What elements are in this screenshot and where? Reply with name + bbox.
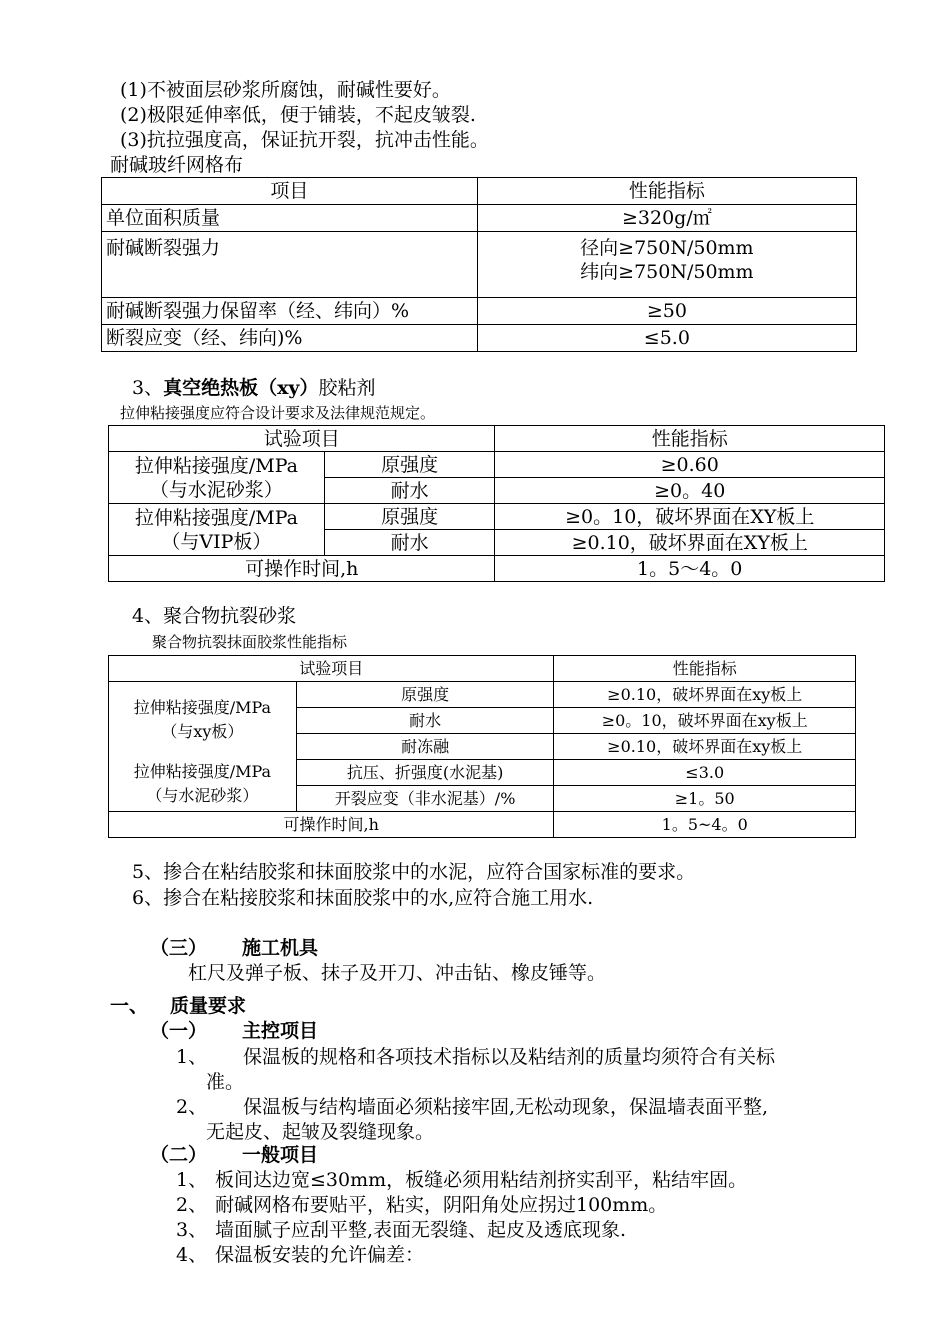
group-line-2: （与水泥砂浆） <box>149 478 283 501</box>
table-cell: ≥0。10，破坏界面在xy板上 <box>554 708 856 734</box>
intro-line-2: (2)极限延伸率低，便于铺装，不起皮皱裂. <box>120 104 476 126</box>
perf-radial: 径向≥750N/50mm <box>580 237 754 259</box>
general-item-4-text: 保温板安装的允许偏差： <box>215 1244 425 1266</box>
table-cell: 耐水 <box>296 708 554 734</box>
section-3-title-rest: 胶粘剂 <box>318 377 376 399</box>
table-cell: ≥0.10，破坏界面在XY板上 <box>495 530 885 556</box>
table-cell: 可操作时间,h <box>109 556 495 582</box>
group-cell <box>109 682 297 760</box>
group-line-2: （与水泥砂浆） <box>146 785 259 805</box>
group-line-1: 拉伸粘接强度/MPa <box>134 506 298 529</box>
main-item-1-line-1: 保温板的规格和各项技术指标以及粘结剂的质量均须符合有关标 <box>243 1046 776 1068</box>
main-item-1-num: 1、 <box>176 1046 208 1068</box>
table-cell: ≥1。50 <box>554 786 856 812</box>
section-3-note: 拉伸粘接强度应符合设计要求及法律规范规定。 <box>120 404 436 422</box>
table-cell: 原强度 <box>296 682 554 708</box>
table-cell <box>477 232 856 298</box>
main-item-2-num: 2、 <box>176 1096 208 1118</box>
group-line-1: 拉伸粘接强度/MPa <box>133 761 272 781</box>
intro-line-3: (3)抗拉强度高，保证抗开裂，抗冲击性能。 <box>120 129 489 151</box>
table-header-perf: 性能指标 <box>495 426 885 452</box>
intro-line-1: (1)不被面层砂浆所腐蚀，耐碱性要好。 <box>120 79 451 101</box>
mortar-table <box>108 655 856 838</box>
adhesive-table <box>108 425 885 582</box>
section-4-heading: 4、聚合物抗裂砂浆 <box>132 605 297 627</box>
tools-label: （三） <box>150 937 208 959</box>
group-cell <box>109 452 325 504</box>
table-cell: ≥0.10，破坏界面在xy板上 <box>554 734 856 760</box>
general-item-3-num: 3、 <box>176 1219 208 1241</box>
main-items-title: 主控项目 <box>242 1020 319 1042</box>
table-cell: ≥50 <box>477 298 856 325</box>
group-line-1: 拉伸粘接强度/MPa <box>134 454 298 477</box>
item-5: 5、掺合在粘结胶浆和抹面胶浆中的水泥，应符合国家标准的要求。 <box>132 861 696 883</box>
general-item-2-text: 耐碱网格布要贴平，粘实，阴阳角处应拐过100mm。 <box>215 1194 668 1216</box>
group-cell <box>109 760 297 812</box>
table-header-perf: 性能指标 <box>554 656 856 682</box>
table-cell: 耐碱断裂强力 <box>102 232 478 298</box>
section-3-num: 3、 <box>132 377 164 399</box>
table-cell: ≥0。10，破坏界面在XY板上 <box>495 504 885 530</box>
table-cell: 耐水 <box>324 530 495 556</box>
mesh-spec-table <box>101 177 857 352</box>
item-6: 6、掺合在粘接胶浆和抹面胶浆中的水,应符合施工用水. <box>132 887 594 909</box>
table-cell: 单位面积质量 <box>102 205 478 232</box>
table-header-item: 试验项目 <box>109 426 495 452</box>
general-item-2-num: 2、 <box>176 1194 208 1216</box>
table-header-item: 项目 <box>102 178 478 205</box>
table-cell: ≥320g/㎡ <box>477 205 856 232</box>
table-cell: ≥0。40 <box>495 478 885 504</box>
table-cell: 耐碱断裂强力保留率（经、纬向）% <box>102 298 478 325</box>
table-cell: ≥0.10，破坏界面在xy板上 <box>554 682 856 708</box>
table-cell: 原强度 <box>324 504 495 530</box>
main-item-1-line-2: 准。 <box>206 1071 245 1093</box>
table-cell: 原强度 <box>324 452 495 478</box>
table-cell: 1。5~4。0 <box>554 812 856 838</box>
general-item-1-num: 1、 <box>176 1169 208 1191</box>
table-header-item: 试验项目 <box>109 656 554 682</box>
section-4-note: 聚合物抗裂抹面胶浆性能指标 <box>152 633 348 651</box>
table-cell: ≤3.0 <box>554 760 856 786</box>
tools-title: 施工机具 <box>242 937 319 959</box>
general-items-label: （二） <box>150 1144 208 1166</box>
section-3-title-bold: 真空绝热板（xy） <box>163 377 319 399</box>
group-line-1: 拉伸粘接强度/MPa <box>133 698 272 717</box>
main-item-2-line-1: 保温板与结构墙面必须粘接牢固,无松动现象，保温墙表面平整, <box>243 1096 769 1118</box>
group-line-2: （与VIP板） <box>161 530 272 553</box>
general-item-1-text: 板间达边宽≤30mm，板缝必须用粘结剂挤实刮平，粘结牢固。 <box>215 1169 748 1191</box>
main-items-label: （一） <box>150 1020 208 1042</box>
table-cell: 开裂应变（非水泥基）/% <box>296 786 554 812</box>
table-cell: 耐水 <box>324 478 495 504</box>
table-cell: 1。5～4。0 <box>495 556 885 582</box>
table-header-perf: 性能指标 <box>477 178 856 205</box>
main-item-2-line-2: 无起皮、起皱及裂缝现象。 <box>206 1121 435 1143</box>
section-3-heading <box>132 376 375 400</box>
group-line-2: （与xy板） <box>161 722 244 741</box>
quality-title: 质量要求 <box>170 995 247 1017</box>
tools-text: 杠尺及弹子板、抹子及开刀、冲击钻、橡皮锤等。 <box>188 962 607 984</box>
table-cell: 断裂应变（经、纬向)% <box>102 325 478 352</box>
mesh-table-title: 耐碱玻纤网格布 <box>110 154 244 176</box>
general-item-3-text: 墙面腻子应刮平整,表面无裂缝、起皮及透底现象. <box>215 1219 627 1241</box>
table-cell: ≤5.0 <box>477 325 856 352</box>
general-item-4-num: 4、 <box>176 1244 208 1266</box>
table-cell: 耐冻融 <box>296 734 554 760</box>
table-cell: ≥0.60 <box>495 452 885 478</box>
table-cell: 可操作时间,h <box>109 812 554 838</box>
general-items-title: 一般项目 <box>242 1144 319 1166</box>
group-cell <box>109 504 325 556</box>
perf-weft: 纬向≥750N/50mm <box>580 261 754 283</box>
quality-num: 一、 <box>110 995 149 1017</box>
table-cell: 抗压、折强度(水泥基) <box>296 760 554 786</box>
